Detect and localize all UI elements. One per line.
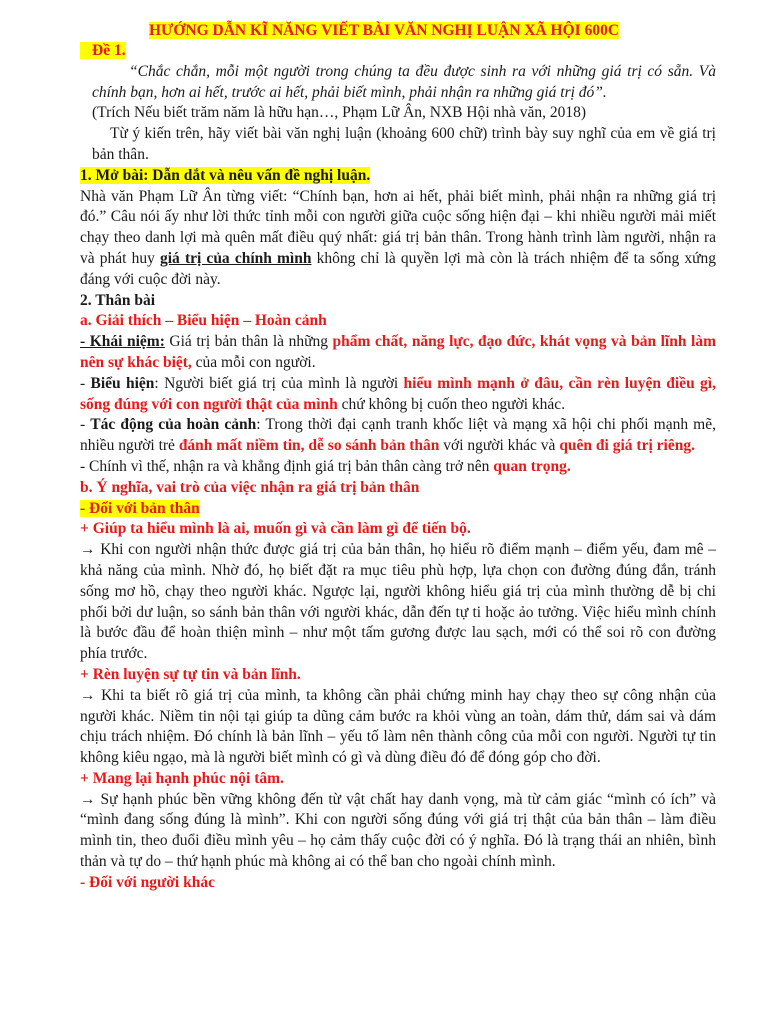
quote-source: (Trích Nếu biết trăm năm là hữu hạn…, Phạm Lữ Ân, NXB Hội nhà văn, 2018) [92, 104, 587, 122]
point-1-heading: + Giúp ta hiểu mình là ai, muốn gì và cần làm gì để tiến bộ. [80, 520, 471, 538]
khai-niem-text-1: Giá trị bản thân là những [164, 333, 333, 351]
tac-dong-text-2: với người khác và [439, 437, 560, 455]
mo-bai-paragraph [80, 187, 716, 291]
tac-dong-red-1: đánh mất niềm tin, dễ so sánh bản thân [178, 437, 440, 455]
bieu-hien-red: hiểu mình mạnh ở đâu, cần rèn luyện điều gì, sống đúng với con người thật của mình [80, 374, 716, 413]
section-a-heading: a. Giải thích – Biểu hiện – Hoàn cảnh [80, 312, 327, 330]
tac-dong-text-1: : Trong thời đại cạnh tranh khốc liệt và mạng xã hội chi phối mạnh mẽ, nhiều người trẻ [80, 416, 716, 455]
conclusion-text: - Chính vì thế, nhận ra và khẳng định giá trị bản thân càng trở nên [80, 457, 494, 475]
tac-dong-label: Tác động của hoàn cảnh [90, 416, 257, 434]
bieu-hien-text-1: : Người biết giá trị của mình là người [154, 374, 404, 392]
point-3-text: → Sự hạnh phúc bền vững không đến từ vật chất hay danh vọng, mà từ cảm giác “mình có ích” và “mình đang sống đúng là mình”. Khi con người sống đúng với giá trị thật của bản thân – làm điều mình tin, theo đuổi điều mình yêu – họ cảm thấy cuộc đời có ý nghĩa. Đó là trạng thái an nhiên, bình thản và tự do – thứ hạnh phúc mà không ai có thể ban cho ngoài chính mình. [80, 790, 716, 871]
exam-prompt: Từ ý kiến trên, hãy viết bài văn nghị luận (khoảng 600 chữ) trình bày suy nghĩ của em về giá trị bản thân. [92, 125, 716, 163]
conclusion-red: quan trọng. [493, 457, 571, 475]
than-bai-heading: 2. Thân bài [80, 291, 156, 309]
bieu-hien-paragraph: - Biểu hiện: Người biết giá trị của mình là người hiểu mình mạnh ở đâu, cần rèn luyện điều gì, sống đúng với con người thật của mình chứ không bị cuốn theo người khác. [80, 374, 716, 413]
point-2-text: → Khi ta biết rõ giá trị của mình, ta không cần phải chứng minh hay chạy theo sự công nhận của người khác. Niềm tin nội tại giúp ta dũng cảm bước ra khỏi vùng an toàn, dám thử, dám sai và dám chịu trách nhiệm. Đó chính là bản lĩnh – yếu tố làm nên thành công của mỗi con người. Người tự tin không kiêu ngạo, mà là người biết mình có gì và dùng điều đó để đóng góp cho đời. [80, 686, 716, 767]
tac-dong-red-2: quên đi giá trị riêng. [559, 437, 695, 455]
de-label: Đề 1. [80, 42, 126, 59]
tac-dong-paragraph: - Tác động của hoàn cảnh: Trong thời đại cạnh tranh khốc liệt và mạng xã hội chi phối mạnh mẽ, nhiều người trẻ đánh mất niềm tin, dễ so sánh bản thân với người khác và quên đi giá trị riêng. [80, 416, 716, 455]
mo-bai-heading-line [80, 166, 716, 187]
khai-niem-red: phẩm chất, năng lực, đạo đức, khát vọng và bản lĩnh làm nên sự khác biệt, [80, 333, 716, 371]
khai-niem-paragraph [80, 332, 716, 374]
conclusion-paragraph [80, 457, 716, 478]
mo-bai-text-1: Nhà văn Phạm Lữ Ân từng viết: “Chính bạn, hơn ai hết, phải biết mình, phải nhận ra những giá trị đó.” Câu nói ấy như lời thức tỉnh mỗi con người giữa cuộc sống hiện đại – khi nhiều người mải miết chạy theo danh lợi mà quên mất điều quý nhất: giá trị bản thân. Trong hành trình làm người, nhận ra và phát huy [80, 187, 716, 267]
doi-voi-ban-than-line [80, 499, 716, 520]
section-b-heading: b. Ý nghĩa, vai trò của việc nhận ra giá trị bản thân [80, 478, 420, 496]
title-block [52, 22, 716, 40]
khai-niem-label: - Khái niệm: [80, 333, 165, 351]
point-3-heading: + Mang lại hạnh phúc nội tâm. [80, 769, 284, 787]
document-title: HƯỚNG DẪN KĨ NĂNG VIẾT BÀI VĂN NGHỊ LUẬN XÃ HỘI 600C [148, 22, 620, 39]
bieu-hien-label: Biểu hiện [90, 374, 155, 392]
mo-bai-emphasis: giá trị của chính mình [160, 249, 312, 267]
khai-niem-text-2: của mỗi con người. [191, 353, 316, 371]
mo-bai-heading: 1. Mở bài: Dẫn dắt và nêu vấn đề nghị luận. [80, 166, 371, 184]
bieu-hien-text-2: chứ không bị cuốn theo người khác. [337, 395, 566, 413]
exam-label [80, 41, 716, 62]
doi-voi-nguoi-khac: - Đối với người khác [80, 873, 215, 891]
mo-bai-text-2: không chỉ là quyền lợi mà còn là trách nhiệm để ta sống xứng đáng với cuộc đời này. [80, 249, 716, 288]
doi-voi-ban-than: - Đối với bản thân [80, 499, 200, 517]
point-2-heading: + Rèn luyện sự tự tin và bản lĩnh. [80, 665, 301, 683]
point-1-text: → Khi con người nhận thức được giá trị của bản thân, họ hiểu rõ điểm mạnh – điểm yếu, đam mê – khả năng của mình. Nhờ đó, họ biết đặt ra mục tiêu phù hợp, lựa chọn con đường đúng đắn, tránh sống mơ hồ, chạy theo người khác. Ngược lại, người không hiểu giá trị của mình thường dễ bị chi phối bởi dư luận, so sánh bản thân với người khác, dẫn đến tự ti hoặc ảo tưởng. Việc hiểu mình chính là bước đầu để hoàn thiện mình – như một tấm gương được lau sạch, mới có thể soi rõ con đường phía trước. [80, 541, 716, 663]
exam-quote: “Chắc chắn, mỗi một người trong chúng ta đều được sinh ra với những giá trị có sẵn. Và chính bạn, hơn ai hết, trước ai hết, phải biết mình, phải nhận ra những giá trị đó”. [92, 62, 716, 101]
